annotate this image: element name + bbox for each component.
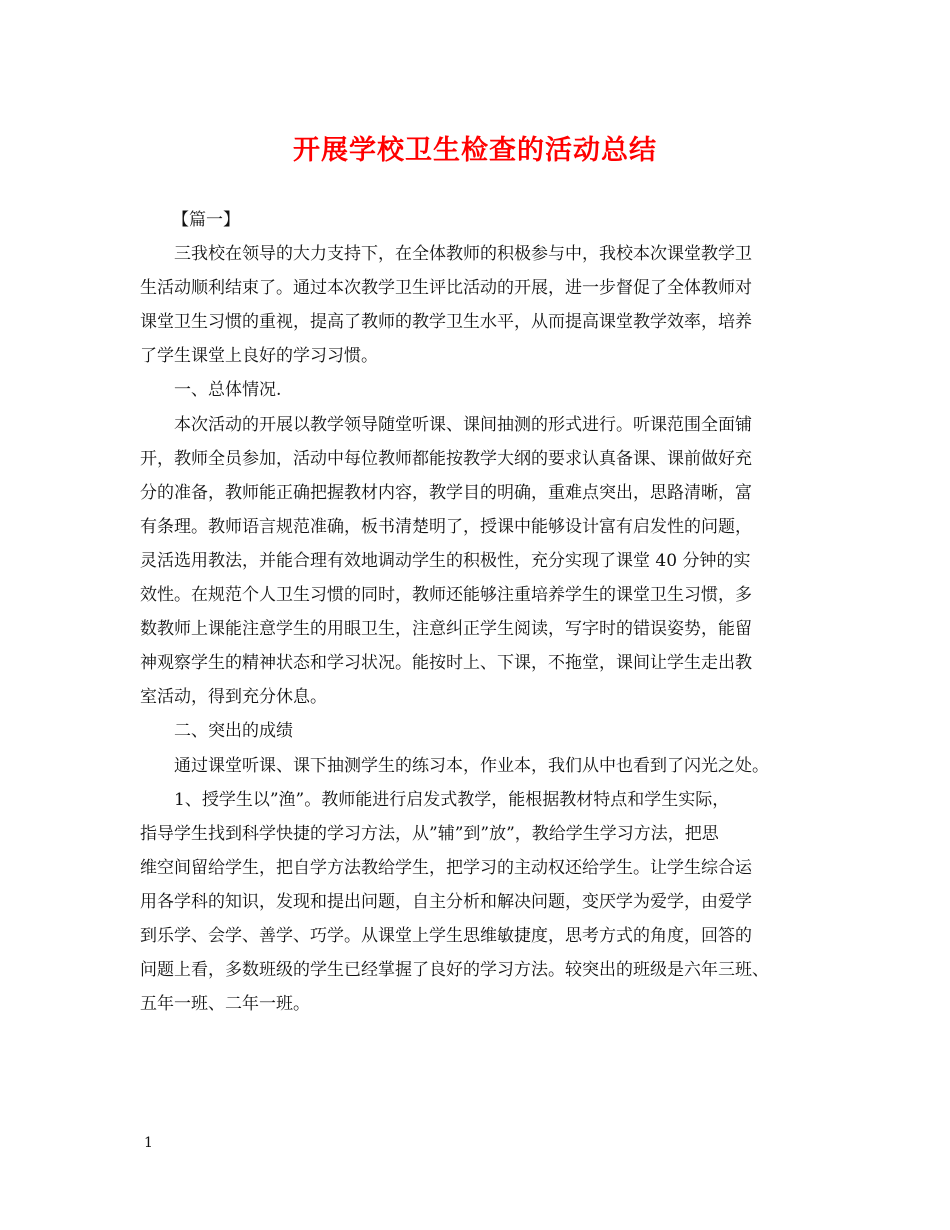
paragraph-line: 灵活选用教法，并能合理有效地调动学生的积极性，充分实现了课堂 40 分钟的实 (140, 550, 751, 571)
paragraph-line: 五年一班、二年一班。 (140, 994, 310, 1015)
paragraph-line: 到乐学、会学、善学、巧学。从课堂上学生思维敏捷度，思考方式的角度，回答的 (140, 925, 752, 946)
subsection-heading: 二、突出的成绩 (174, 721, 293, 742)
paragraph-line: 开，教师全员参加，活动中每位教师都能按教学大纲的要求认真备课、课前做好充 (140, 448, 752, 469)
paragraph-line: 分的准备，教师能正确把握教材内容，教学目的明确，重难点突出，思路清晰，富 (140, 482, 752, 503)
paragraph-line: 课堂卫生习惯的重视，提高了教师的教学卫生水平，从而提高课堂教学效率，培养 (140, 312, 752, 333)
section-heading: 【篇一】 (172, 210, 240, 230)
paragraph-line: 通过课堂听课、课下抽测学生的练习本，作业本，我们从中也看到了闪光之处。 (174, 755, 769, 776)
page-number: 1 (144, 1135, 153, 1151)
paragraph-line: 1、授学生以”渔”。教师能进行启发式教学，能根据教材特点和学生实际， (174, 789, 730, 810)
paragraph-line: 本次活动的开展以教学领导随堂听课、课间抽测的形式进行。听课范围全面铺 (174, 414, 752, 435)
subsection-heading: 一、总体情况. (174, 380, 282, 401)
paragraph-line: 有条理。教师语言规范准确，板书清楚明了，授课中能够设计富有启发性的问题， (140, 516, 752, 537)
paragraph-line: 室活动，得到充分休息。 (140, 687, 327, 708)
document-body (140, 203, 815, 1021)
paragraph-line: 神观察学生的精神状态和学习状况。能按时上、下课，不拖堂，课间让学生走出教 (140, 653, 752, 674)
paragraph-line: 维空间留给学生，把自学方法教给学生，把学习的主动权还给学生。让学生综合运 (140, 857, 752, 878)
paragraph-line: 三我校在领导的大力支持下，在全体教师的积极参与中，我校本次课堂教学卫 (174, 244, 752, 265)
paragraph-line: 问题上看，多数班级的学生已经掌握了良好的学习方法。较突出的班级是六年三班、 (140, 960, 769, 981)
paragraph-line: 生活动顺利结束了。通过本次教学卫生评比活动的开展，进一步督促了全体教师对 (140, 278, 752, 299)
paragraph-line: 指导学生找到科学快捷的学习方法，从”辅”到”放”，教给学生学习方法，把思 (140, 823, 719, 844)
paragraph-line: 数教师上课能注意学生的用眼卫生，注意纠正学生阅读，写字时的错误姿势，能留 (140, 619, 752, 640)
paragraph-line: 用各学科的知识，发现和提出问题，自主分析和解决问题，变厌学为爱学，由爱学 (140, 891, 752, 912)
document-title: 开展学校卫生检查的活动总结 (293, 135, 657, 166)
paragraph-line: 效性。在规范个人卫生习惯的同时，教师还能够注重培养学生的课堂卫生习惯，多 (140, 585, 752, 606)
paragraph-line: 了学生课堂上良好的学习习惯。 (140, 346, 378, 367)
